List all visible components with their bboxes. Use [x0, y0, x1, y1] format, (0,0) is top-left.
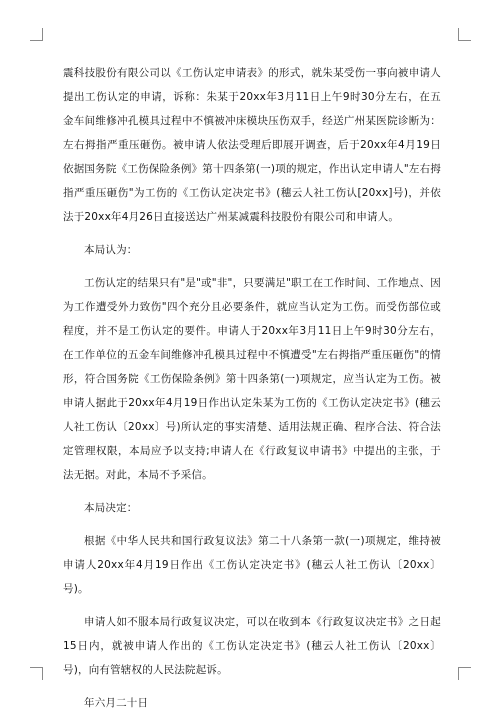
paragraph-opinion-heading: 本局认为： [84, 244, 138, 256]
paragraph-decision-heading: 本局决定： [84, 502, 138, 514]
paragraph-opinion: 工伤认定的结果只有"是"或"非"，只要满足"职工在工作时间、工作地点、因为工作遭受外力致伤"四个充分且必要条件，就应当认定为工伤。而受伤部位或程度，并不是工伤认定的要件。申请人于20xx年3月11日上午9时30分左右，在工作单位的五金车间维修冲孔模具过程中不慎遭受"左右拇指严重压砸伤"的情形，符合国务院《工伤保险条例》第十四条第(一)项规定，应当认定为工伤。被申请人据此于20xx年4月19日作出认定朱某为工伤的《工伤认定决定书》(穗云人社工伤认〔20xx〕号)所认定的事实清楚、适用法规正确、程序合法、符合法定管理权限，本局应予以支持;申请人在《行政复议申请书》中提出的主张，于法无据。对此，本局不予采信。 [63, 277, 441, 481]
corner-mark-top-right [458, 28, 471, 41]
document-body [63, 61, 441, 724]
corner-mark-top-left [30, 28, 43, 41]
paragraph-date: 年六月二十日 [84, 697, 149, 709]
paragraph-decision: 根据《中华人民共和国行政复议法》第二十八条第一款(一)项规定，维持被申请人20xx年4月19日作出《工伤认定决定书》(穗云人社工伤认〔20xx〕号)。 [63, 535, 441, 595]
paragraph-case-facts: 震科技股份有限公司以《工伤认定申请表》的形式，就朱某受伤一事向被申请人提出工伤认定的申请，诉称：朱某于20xx年3月11日上午9时30分左右，在五金车间维修冲孔模具过程中不慎被冲床模块压伤双手，经送广州某医院诊断为：左右拇指严重压砸伤。被申请人依法受理后即展开调查，后于20xx年4月19日依据国务院《工伤保险条例》第十四条第(一)项的规定，作出认定申请人"左右拇指严重压砸伤"为工伤的《工伤认定决定书》(穗云人社工伤认[20xx]号)，并依法于20xx年4月26日直接送达广州某减震科技股份有限公司和申请人。 [63, 67, 441, 223]
paragraph-appeal-notice: 申请人如不服本局行政复议决定，可以在收到本《行政复议决定书》之日起15日内，就被申请人作出的《工伤认定决定书》(穗云人社工伤认〔20xx〕号)，向有管辖权的人民法院起诉。 [63, 616, 441, 676]
corner-mark-bottom-right [458, 667, 471, 680]
corner-mark-bottom-left [30, 667, 43, 680]
